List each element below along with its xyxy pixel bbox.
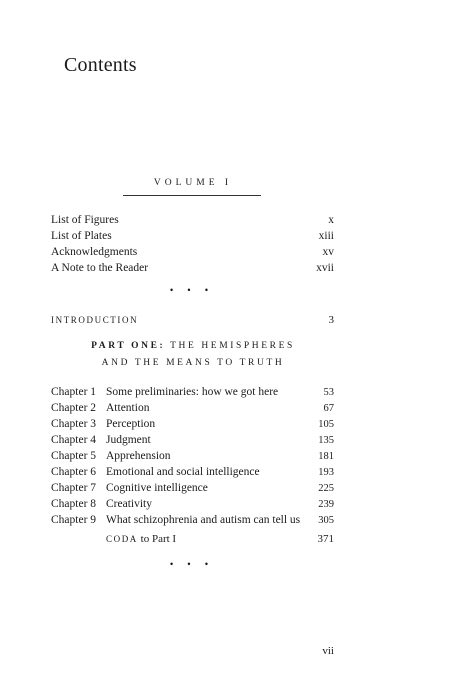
- entry-page: x: [328, 214, 334, 226]
- toc-entry[interactable]: [51, 212, 334, 228]
- chapter-entry[interactable]: [51, 496, 334, 512]
- chapter-page: 193: [318, 467, 334, 478]
- coda-label: CODA: [106, 534, 138, 544]
- entry-title: List of Plates: [51, 230, 112, 242]
- section-separator: • • •: [170, 285, 214, 295]
- chapter-number: Chapter 7: [51, 482, 97, 494]
- toc-entry[interactable]: [51, 260, 334, 276]
- toc-entry[interactable]: [51, 244, 334, 260]
- chapter-title: Perception: [106, 418, 156, 430]
- chapter-entry[interactable]: [51, 512, 334, 528]
- coda-rest: to Part I: [137, 533, 177, 545]
- chapter-title: Creativity: [106, 498, 152, 510]
- entry-page: xiii: [318, 230, 334, 242]
- chapter-page: 105: [318, 419, 334, 430]
- chapter-entry[interactable]: [51, 384, 334, 400]
- chapter-number: Chapter 8: [51, 498, 97, 510]
- chapter-page: 135: [318, 435, 334, 446]
- chapter-title: Some preliminaries: how we got here: [106, 386, 279, 398]
- volume-rule: [123, 195, 261, 196]
- entry-page: 371: [317, 533, 334, 545]
- chapter-entry[interactable]: [51, 416, 334, 432]
- chapter-number: Chapter 4: [51, 434, 97, 446]
- part-title-1: THE HEMISPHERES: [165, 341, 295, 351]
- chapter-title: Apprehension: [106, 450, 171, 462]
- chapter-entry[interactable]: [51, 464, 334, 480]
- toc-entry[interactable]: [51, 228, 334, 244]
- coda-title: [106, 533, 176, 545]
- volume-heading: VOLUME I: [153, 178, 233, 188]
- chapter-entry[interactable]: [51, 448, 334, 464]
- chapter-number: Chapter 9: [51, 514, 97, 526]
- chapter-entry[interactable]: [51, 432, 334, 448]
- part-heading-line-1: [80, 341, 306, 351]
- section-separator: • • •: [170, 559, 214, 569]
- chapter-title: Judgment: [106, 434, 151, 446]
- chapter-page: 181: [318, 451, 334, 462]
- chapter-number: Chapter 6: [51, 466, 97, 478]
- chapter-page: 239: [318, 499, 334, 510]
- entry-title: List of Figures: [51, 214, 119, 226]
- part-prefix: PART ONE:: [91, 341, 166, 351]
- chapter-number: Chapter 2: [51, 402, 97, 414]
- entry-page: xvii: [316, 262, 334, 274]
- entry-title: INTRODUCTION: [51, 315, 139, 325]
- toc-entry-introduction[interactable]: [51, 314, 334, 326]
- entry-page: 3: [328, 314, 334, 326]
- front-matter-list: [51, 212, 334, 276]
- page-number: vii: [322, 645, 334, 657]
- chapter-title: Attention: [106, 402, 150, 414]
- chapter-title: Cognitive intelligence: [106, 482, 208, 494]
- part-heading-line-2: AND THE MEANS TO TRUTH: [101, 358, 285, 368]
- chapter-title: Emotional and social intelligence: [106, 466, 260, 478]
- chapter-number: Chapter 5: [51, 450, 97, 462]
- chapter-page: 225: [318, 483, 334, 494]
- page-title: Contents: [64, 54, 137, 76]
- entry-title: Acknowledgments: [51, 246, 138, 258]
- entry-title: A Note to the Reader: [51, 262, 149, 274]
- chapter-number: Chapter 1: [51, 386, 97, 398]
- chapter-page: 67: [323, 403, 334, 414]
- chapter-entry[interactable]: [51, 480, 334, 496]
- entry-page: xv: [322, 246, 334, 258]
- chapter-page: 53: [323, 387, 334, 398]
- chapter-list: [51, 384, 334, 528]
- chapter-number: Chapter 3: [51, 418, 97, 430]
- toc-entry-coda[interactable]: [106, 533, 334, 545]
- chapter-title: What schizophrenia and autism can tell us: [106, 514, 301, 526]
- chapter-entry[interactable]: [51, 400, 334, 416]
- chapter-page: 305: [318, 515, 334, 526]
